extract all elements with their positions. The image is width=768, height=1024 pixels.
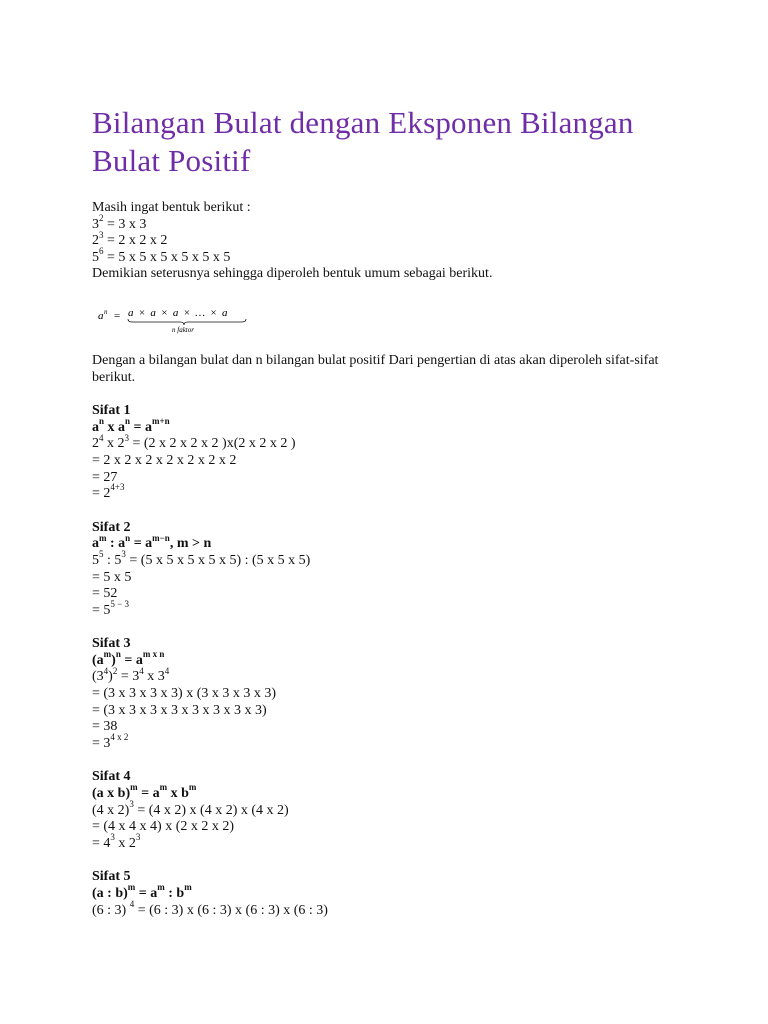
sifat-step: = 38 [92,719,118,735]
formula-lhs-exp: n [104,307,108,316]
sifat-step: = $3^{4 x 2}$ [92,732,129,751]
sifat-step: = (3 x 3 x 3 x 3) x (3 x 3 x 3 x 3) [92,686,277,702]
sifat-rule: (a : $b)^m = a^m$ : $b^m$ [92,882,192,901]
sifat-example: $2^4$ x $2^3 = (2$ x 2 x 2 x 2 )x(2 x 2 x 2 ) [92,432,296,452]
intro-line: Masih ingat bentuk berikut : [92,200,251,215]
formula-under: n faktor [172,325,194,334]
sifat-heading: Sifat 2 [92,519,131,535]
sifat-3-section [92,636,692,752]
sifat-rule: $a^m$ : $a^n = a^{m-n}$, m > n [92,532,212,552]
sifat-example: (6 : 3) $^4$ = (6 : 3) x (6 : 3) x (6 : 3) x (6 : 3) [92,898,328,918]
sifat-step: = $5^{5 - 3}$ [92,599,129,618]
formula-lhs: a [98,309,104,322]
page-title: Bilangan Bulat dengan Eksponen Bilangan Bulat Positif [92,105,634,178]
sifat-rule: $a^n$ x $a^n = a^{m+n}$ [92,416,170,435]
sifat-step: = (4 x 4 x 4) x (2 x 2 x 2) [92,819,235,835]
sifat-step: = $4^3$ x $2^3$ [92,832,141,851]
sifat-step: = 2 x 2 x 2 x 2 x 2 x 2 x 2 [92,452,237,468]
sifat-rule: $(a^m)^n = a^{m x n}$ [92,649,165,668]
sifat-example: $(3^4)^2 = 3^4$ x $3^4$ [92,665,170,685]
intro-line: Demikian seterusnya sehingga diperoleh bentuk umum sebagai berikut. [92,266,493,282]
sifat-step: = 27 [92,469,118,485]
sifat-step: = (3 x 3 x 3 x 3 x 3 x 3 x 3 x 3) [92,702,267,718]
document-page [92,104,692,919]
sifat-heading: Sifat 5 [92,869,131,885]
sifat-heading: Sifat 4 [92,769,131,785]
intro-line: $2^3 = 2$ x 2 x 2 [92,229,168,249]
sifat-5-section [92,869,692,919]
general-formula [92,293,692,353]
sifat-1-section [92,403,692,503]
formula-graphic [96,305,266,339]
sifat-4-section [92,769,692,852]
sifat-heading: Sifat 1 [92,403,131,419]
sifat-example: (4 x 2)$^3$ = (4 x 2) x (4 x 2) x (4 x 2) [92,798,289,818]
formula-eq: = [114,309,121,322]
formula-brace [128,319,246,325]
intro-line: $5^6 = 5$ x 5 x 5 x 5 x 5 x 5 [92,246,231,265]
intro-line: $3^2 = 3$ x 3 [92,212,147,232]
description-paragraph: Dengan a bilangan bulat dan n bilangan bulat positif Dari pengertian di atas akan diperoleh sifat-sifat berikut. [92,352,659,385]
sifat-step: = 52 [92,586,118,602]
sifat-example: $5^5$ : $5^3 = (5$ x 5 x 5 x 5 x 5) : (5 x 5 x 5) [92,549,311,568]
formula-rhs: a × a × a × … × a [128,306,229,319]
intro-section [92,200,692,283]
sifat-step: = $2^{4+3}$ [92,482,125,502]
sifat-rule: (a x $b)^m = a^m$ x $b^m$ [92,782,197,802]
sifat-2-section [92,520,692,620]
sifat-heading: Sifat 3 [92,636,131,652]
sifat-step: = 5 x 5 [92,569,132,585]
